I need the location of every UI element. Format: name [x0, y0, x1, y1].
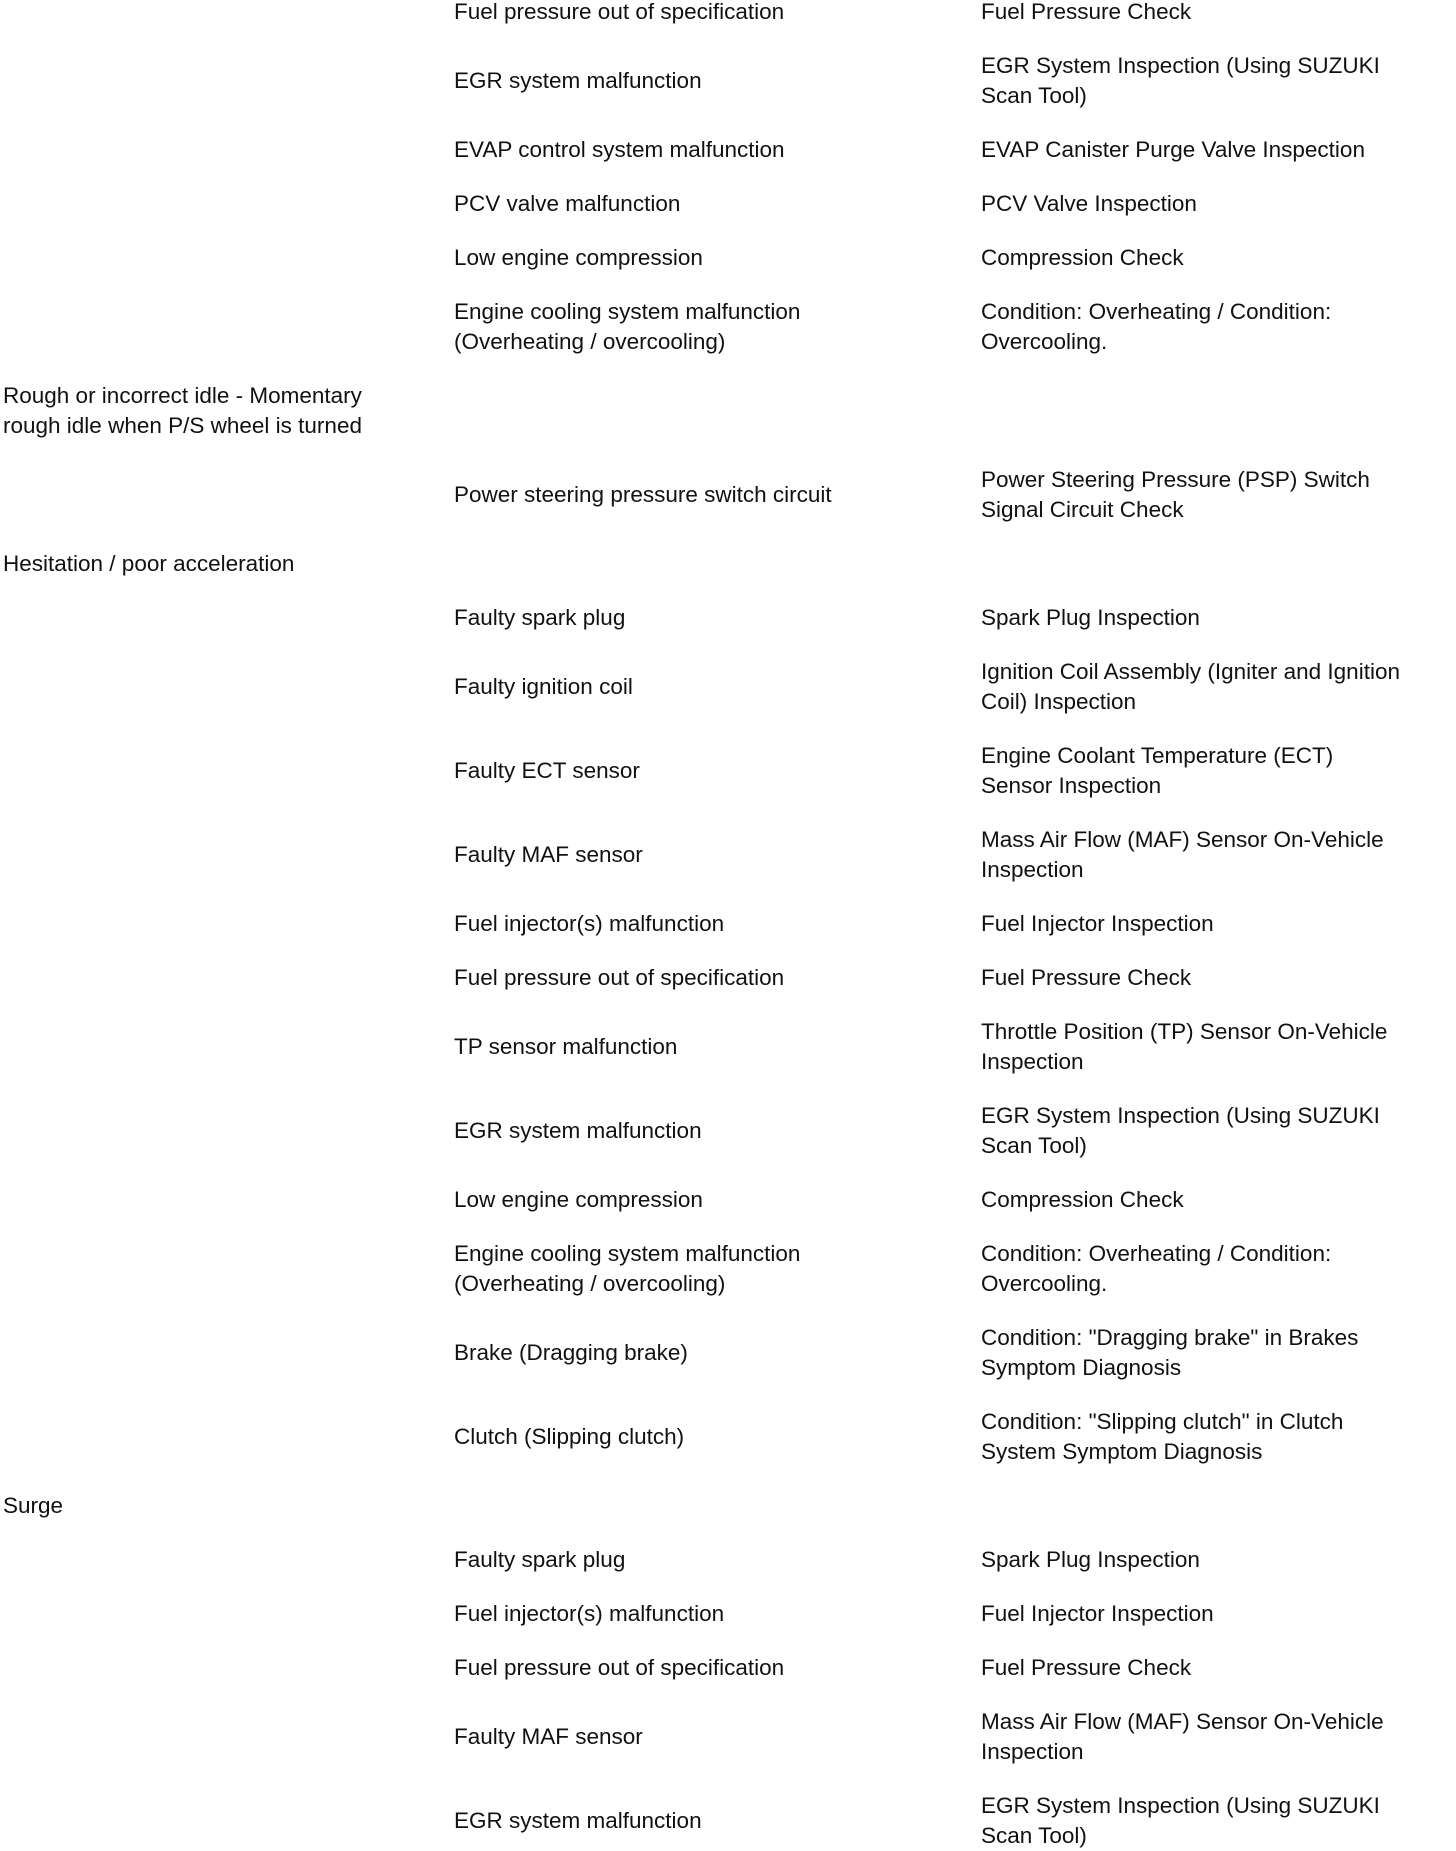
correction-text: Compression Check — [981, 245, 1184, 270]
condition-row — [0, 381, 1456, 441]
table-row — [0, 741, 1456, 801]
correction-text: EGR System Inspection (Using SUZUKI — [981, 53, 1380, 78]
cause-text: EGR system malfunction — [454, 68, 702, 93]
correction-link[interactable] — [981, 1017, 1451, 1077]
table-row — [0, 465, 1456, 525]
cause-text: Faulty MAF sensor — [454, 842, 643, 867]
condition-title — [3, 549, 443, 579]
correction-text: Power Steering Pressure (PSP) Switch — [981, 467, 1370, 492]
correction-text: Condition: Overheating / Condition: — [981, 1241, 1332, 1266]
table-row — [0, 657, 1456, 717]
correction-text: Mass Air Flow (MAF) Sensor On-Vehicle — [981, 827, 1384, 852]
table-row — [0, 1239, 1456, 1299]
cause-text: Fuel injector(s) malfunction — [454, 911, 725, 936]
correction-text: Fuel Pressure Check — [981, 965, 1192, 990]
possible-cause — [454, 1599, 974, 1629]
table-row — [0, 1653, 1456, 1683]
correction-link[interactable] — [981, 963, 1451, 993]
cause-text: Engine cooling system malfunction — [454, 299, 801, 324]
correction-text: Symptom Diagnosis — [981, 1355, 1182, 1380]
condition-text: rough idle when P/S wheel is turned — [3, 413, 362, 438]
possible-cause — [454, 1791, 974, 1851]
cause-text: Engine cooling system malfunction — [454, 1241, 801, 1266]
correction-text: PCV Valve Inspection — [981, 191, 1197, 216]
possible-cause — [454, 1407, 974, 1467]
correction-link[interactable] — [981, 1653, 1451, 1683]
correction-link[interactable] — [981, 297, 1451, 357]
correction-text: EGR System Inspection (Using SUZUKI — [981, 1793, 1380, 1818]
correction-link[interactable] — [981, 0, 1451, 27]
correction-text: Scan Tool) — [981, 1823, 1087, 1848]
cause-text: Low engine compression — [454, 245, 703, 270]
possible-cause — [454, 1239, 974, 1299]
possible-cause — [454, 135, 974, 165]
cause-text: Faulty spark plug — [454, 1547, 626, 1572]
possible-cause — [454, 243, 974, 273]
correction-text: Signal Circuit Check — [981, 497, 1184, 522]
condition-text: Hesitation / poor acceleration — [3, 551, 295, 576]
table-row — [0, 1407, 1456, 1467]
correction-text: Mass Air Flow (MAF) Sensor On-Vehicle — [981, 1709, 1384, 1734]
correction-text: Engine Coolant Temperature (ECT) — [981, 743, 1334, 768]
table-row — [0, 1323, 1456, 1383]
correction-link[interactable] — [981, 603, 1451, 633]
correction-text: EVAP Canister Purge Valve Inspection — [981, 137, 1365, 162]
table-row — [0, 51, 1456, 111]
table-row — [0, 1101, 1456, 1161]
cause-text: Fuel injector(s) malfunction — [454, 1601, 725, 1626]
condition-title — [3, 1491, 443, 1521]
cause-text: (Overheating / overcooling) — [454, 329, 726, 354]
correction-text: Compression Check — [981, 1187, 1184, 1212]
table-row — [0, 243, 1456, 273]
correction-link[interactable] — [981, 1791, 1451, 1851]
condition-title — [3, 381, 443, 441]
correction-link[interactable] — [981, 1185, 1451, 1215]
condition-text: Surge — [3, 1493, 64, 1518]
possible-cause — [454, 963, 974, 993]
cause-text: Power steering pressure switch circuit — [454, 482, 832, 507]
condition-row — [0, 1491, 1456, 1521]
possible-cause — [454, 909, 974, 939]
correction-text: Fuel Pressure Check — [981, 0, 1192, 24]
correction-link[interactable] — [981, 135, 1451, 165]
correction-text: Condition: "Slipping clutch" in Clutch — [981, 1409, 1344, 1434]
condition-row — [0, 549, 1456, 579]
correction-text: Fuel Injector Inspection — [981, 911, 1214, 936]
possible-cause — [454, 1323, 974, 1383]
possible-cause — [454, 297, 974, 357]
correction-link[interactable] — [981, 1545, 1451, 1575]
correction-text: System Symptom Diagnosis — [981, 1439, 1263, 1464]
correction-text: Inspection — [981, 857, 1084, 882]
possible-cause — [454, 465, 974, 525]
correction-link[interactable] — [981, 189, 1451, 219]
possible-cause — [454, 603, 974, 633]
possible-cause — [454, 1653, 974, 1683]
cause-text: EGR system malfunction — [454, 1118, 702, 1143]
correction-text: EGR System Inspection (Using SUZUKI — [981, 1103, 1380, 1128]
table-row — [0, 825, 1456, 885]
correction-text: Condition: Overheating / Condition: — [981, 299, 1332, 324]
table-row — [0, 1545, 1456, 1575]
table-row — [0, 909, 1456, 939]
cause-text: TP sensor malfunction — [454, 1034, 678, 1059]
cause-text: Faulty ECT sensor — [454, 758, 640, 783]
cause-text: EVAP control system malfunction — [454, 137, 785, 162]
correction-text: Fuel Pressure Check — [981, 1655, 1192, 1680]
correction-link[interactable] — [981, 1101, 1451, 1161]
correction-text: Condition: "Dragging brake" in Brakes — [981, 1325, 1359, 1350]
possible-cause — [454, 1185, 974, 1215]
possible-cause — [454, 189, 974, 219]
possible-cause — [454, 1017, 974, 1077]
possible-cause — [454, 741, 974, 801]
table-row — [0, 0, 1456, 27]
correction-text: Scan Tool) — [981, 83, 1087, 108]
cause-text: Fuel pressure out of specification — [454, 1655, 785, 1680]
table-row — [0, 297, 1456, 357]
correction-text: Spark Plug Inspection — [981, 605, 1200, 630]
cause-text: (Overheating / overcooling) — [454, 1271, 726, 1296]
correction-link[interactable] — [981, 825, 1451, 885]
table-row — [0, 1185, 1456, 1215]
correction-link[interactable] — [981, 465, 1451, 525]
table-row — [0, 963, 1456, 993]
correction-link[interactable] — [981, 741, 1451, 801]
correction-link[interactable] — [981, 909, 1451, 939]
cause-text: EGR system malfunction — [454, 1808, 702, 1833]
cause-text: Faulty ignition coil — [454, 674, 633, 699]
possible-cause — [454, 825, 974, 885]
correction-text: Sensor Inspection — [981, 773, 1162, 798]
possible-cause — [454, 657, 974, 717]
correction-link[interactable] — [981, 51, 1451, 111]
correction-text: Scan Tool) — [981, 1133, 1087, 1158]
correction-link[interactable] — [981, 1599, 1451, 1629]
correction-link[interactable] — [981, 1707, 1451, 1767]
possible-cause — [454, 51, 974, 111]
correction-text: Spark Plug Inspection — [981, 1547, 1200, 1572]
possible-cause — [454, 1101, 974, 1161]
table-row — [0, 1791, 1456, 1851]
table-row — [0, 1017, 1456, 1077]
correction-text: Fuel Injector Inspection — [981, 1601, 1214, 1626]
correction-link[interactable] — [981, 243, 1451, 273]
correction-text: Overcooling. — [981, 1271, 1108, 1296]
cause-text: Faulty spark plug — [454, 605, 626, 630]
table-row — [0, 135, 1456, 165]
correction-text: Overcooling. — [981, 329, 1108, 354]
possible-cause — [454, 0, 974, 27]
correction-link[interactable] — [981, 657, 1451, 717]
cause-text: Low engine compression — [454, 1187, 703, 1212]
correction-text: Ignition Coil Assembly (Igniter and Ignition — [981, 659, 1400, 684]
cause-text: Fuel pressure out of specification — [454, 965, 785, 990]
possible-cause — [454, 1545, 974, 1575]
correction-link[interactable] — [981, 1407, 1451, 1467]
table-row — [0, 189, 1456, 219]
cause-text: PCV valve malfunction — [454, 191, 681, 216]
correction-link[interactable] — [981, 1239, 1451, 1299]
correction-text: Inspection — [981, 1739, 1084, 1764]
correction-link[interactable] — [981, 1323, 1451, 1383]
table-row — [0, 1707, 1456, 1767]
cause-text: Clutch (Slipping clutch) — [454, 1424, 685, 1449]
cause-text: Faulty MAF sensor — [454, 1724, 643, 1749]
correction-text: Coil) Inspection — [981, 689, 1137, 714]
cause-text: Brake (Dragging brake) — [454, 1340, 688, 1365]
correction-text: Throttle Position (TP) Sensor On-Vehicle — [981, 1019, 1388, 1044]
correction-text: Inspection — [981, 1049, 1084, 1074]
possible-cause — [454, 1707, 974, 1767]
table-row — [0, 1599, 1456, 1629]
condition-text: Rough or incorrect idle - Momentary — [3, 383, 362, 408]
cause-text: Fuel pressure out of specification — [454, 0, 785, 24]
table-row — [0, 603, 1456, 633]
